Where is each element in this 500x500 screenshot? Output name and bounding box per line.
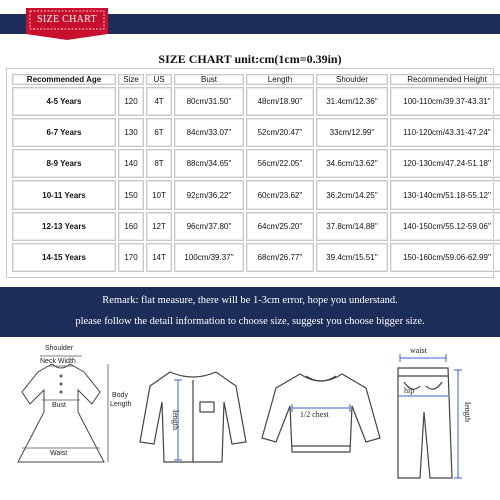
remark-line-2: please follow the detail information to choose size, suggest you choose bigger size. [75, 316, 425, 327]
cell-age: 12-13 Years [12, 212, 116, 241]
dress-diagram-icon [18, 364, 104, 462]
size-table [10, 72, 500, 274]
dress-neck-width-label: Neck Width [40, 358, 76, 365]
cell-height: 100-110cm/39.37-43.31'' [390, 87, 500, 116]
size-table-container [6, 68, 494, 278]
dress-bust-label: Bust [52, 402, 67, 409]
cell-us: 14T [146, 243, 172, 272]
pants-hip-label: hip [404, 386, 415, 395]
cell-bust: 96cm/37.80'' [174, 212, 244, 241]
cell-shoulder: 39.4cm/15.51'' [316, 243, 388, 272]
cell-age: 4-5 Years [12, 87, 116, 116]
cell-bust: 92cm/36.22'' [174, 180, 244, 209]
cell-size: 130 [118, 118, 144, 147]
shirt-length-label: length [171, 410, 180, 430]
pants-diagram-icon [398, 368, 452, 478]
cell-age: 6-7 Years [12, 118, 116, 147]
cell-height: 110-120cm/43.31-47.24'' [390, 118, 500, 147]
cell-us: 6T [146, 118, 172, 147]
cell-us: 8T [146, 149, 172, 178]
dress-measure-lines [22, 356, 108, 462]
header-recommended-height: Recommended Height [390, 74, 500, 85]
cell-shoulder: 31.4cm/12.36'' [316, 87, 388, 116]
cell-bust: 80cm/31.50'' [174, 87, 244, 116]
table-row [12, 87, 500, 116]
cell-shoulder: 37.8cm/14.88'' [316, 212, 388, 241]
dress-shoulder-label: Shoulder [45, 345, 74, 352]
table-header-row [12, 74, 500, 85]
cell-height: 120-130cm/47.24-51.18'' [390, 149, 500, 178]
header-bust: Bust [174, 74, 244, 85]
table-row [12, 149, 500, 178]
measurement-diagrams [0, 342, 500, 500]
shirt-diagram-icon [140, 372, 246, 462]
header-us: US [146, 74, 172, 85]
cell-us: 12T [146, 212, 172, 241]
table-row [12, 118, 500, 147]
garment-outlines [0, 342, 500, 500]
header-shoulder: Shoulder [316, 74, 388, 85]
cell-us: 4T [146, 87, 172, 116]
cell-size: 120 [118, 87, 144, 116]
cell-us: 10T [146, 180, 172, 209]
table-row [12, 243, 500, 272]
cell-size: 140 [118, 149, 144, 178]
pants-measure-lines [398, 354, 462, 478]
table-row [12, 212, 500, 241]
cell-age: 8-9 Years [12, 149, 116, 178]
cell-length: 48cm/18.90'' [246, 87, 314, 116]
cell-length: 68cm/26.77'' [246, 243, 314, 272]
cell-height: 150-160cm/59.06-62.99'' [390, 243, 500, 272]
dress-length-label: Length [110, 401, 132, 408]
cell-size: 150 [118, 180, 144, 209]
cell-age: 14-15 Years [12, 243, 116, 272]
badge-label: SIZE CHART [37, 14, 97, 25]
header-size: Size [118, 74, 144, 85]
pants-length-label: length [463, 402, 472, 422]
dress-body-label: Body [112, 392, 128, 399]
cell-shoulder: 36.2cm/14.25'' [316, 180, 388, 209]
cell-bust: 84cm/33.07'' [174, 118, 244, 147]
cell-height: 140-150cm/55.12-59.06'' [390, 212, 500, 241]
cell-age: 10-11 Years [12, 180, 116, 209]
pants-waist-label: waist [410, 346, 427, 355]
cell-shoulder: 33cm/12.99'' [316, 118, 388, 147]
cell-shoulder: 34.6cm/13.62'' [316, 149, 388, 178]
cell-height: 130-140cm/51.18-55.12'' [390, 180, 500, 209]
remark-line-1: Remark: flat measure, there will be 1-3cm error, hope you understand. [102, 295, 398, 306]
cell-bust: 88cm/34.65'' [174, 149, 244, 178]
cell-length: 56cm/22.05'' [246, 149, 314, 178]
cell-length: 60cm/23.62'' [246, 180, 314, 209]
header-recommended-age: Recommended Age [12, 74, 116, 85]
cell-length: 52cm/20.47'' [246, 118, 314, 147]
cell-size: 170 [118, 243, 144, 272]
cell-length: 64cm/25.20'' [246, 212, 314, 241]
sweater-chest-label: 1/2 chest [300, 410, 329, 419]
cell-bust: 100cm/39.37'' [174, 243, 244, 272]
header-length: Length [246, 74, 314, 85]
dress-waist-label: Waist [50, 450, 68, 457]
cell-size: 160 [118, 212, 144, 241]
page-title: SIZE CHART unit:cm(1cm=0.39in) [158, 52, 342, 66]
size-chart-badge [26, 8, 108, 40]
table-row [12, 180, 500, 209]
